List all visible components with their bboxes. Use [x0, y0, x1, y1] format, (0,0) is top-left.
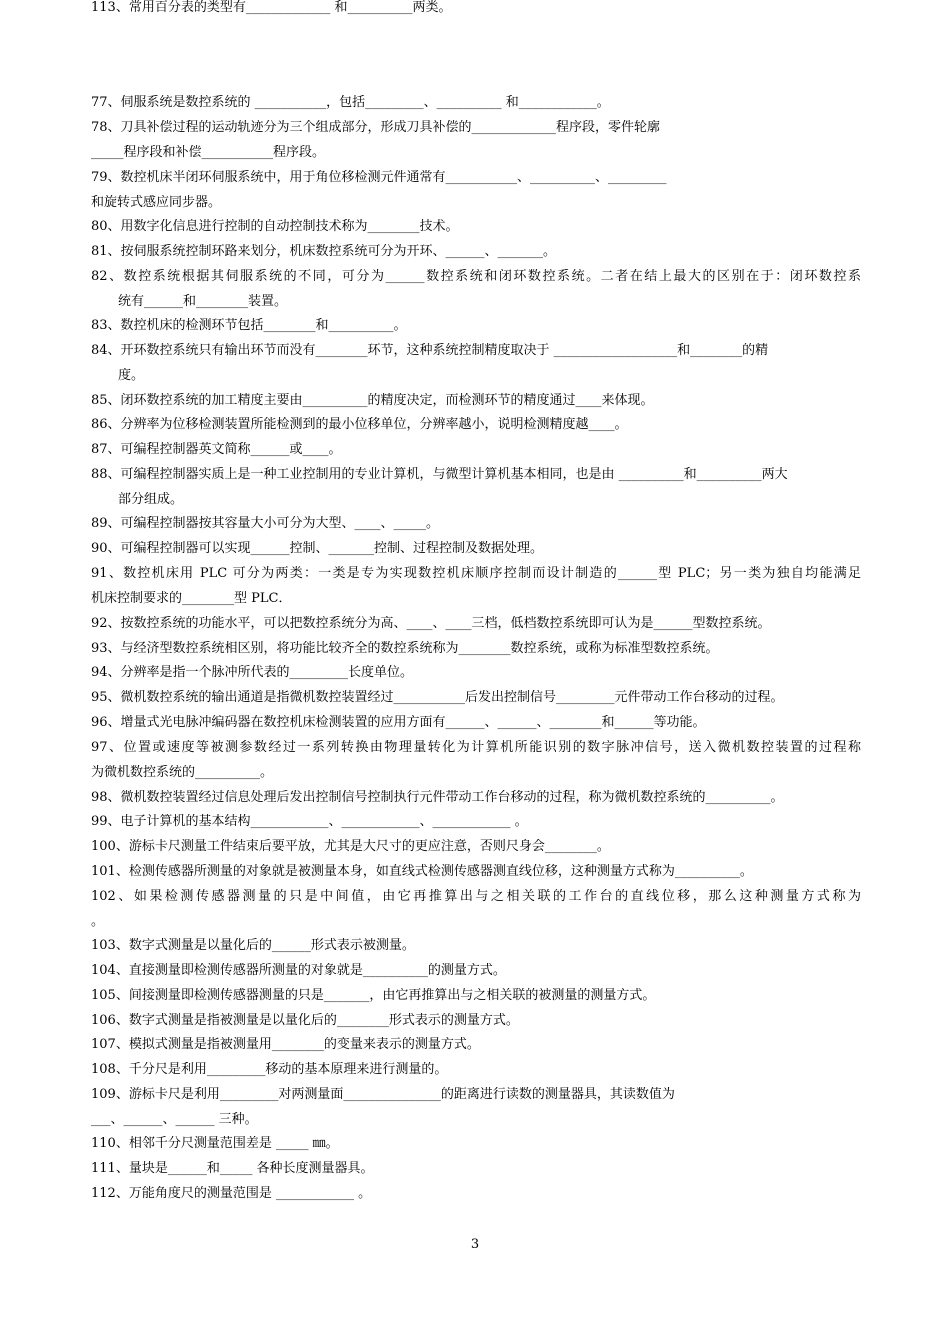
text-line: 82、数控系统根据其伺服系统的不同，可分为______数控系统和闭环数控系统。二者在结上最大的区别在于：闭环数控系: [91, 269, 861, 284]
text-line: 89、可编程控制器按其容量大小可分为大型、____、_____。: [91, 516, 440, 531]
text-line: 78、刀具补偿过程的运动轨迹分为三个组成部分，形成刀具补偿的_____________程序段，零件轮廓: [91, 120, 661, 135]
text-line: 95、微机数控系统的输出通道是指微机数控装置经过___________后发出控制信号_________元件带动工作台移动的过程。: [91, 690, 784, 705]
text-line: 90、可编程控制器可以实现______控制、_______控制、过程控制及数据处理。: [91, 541, 544, 556]
page-number: 3: [470, 1237, 480, 1252]
text-line: 110、相邻千分尺测量范围差是 _____ ㎜。: [91, 1136, 339, 1151]
text-line: 112、万能角度尺的测量范围是 ____________ 。: [91, 1186, 372, 1201]
text-line: 机床控制要求的________型 PLC．: [91, 591, 292, 606]
text-line: ___、______、______ 三种。: [91, 1112, 258, 1127]
text-line: 99、电子计算机的基本结构____________、____________、____________ 。: [91, 814, 528, 829]
text-line: 101、检测传感器所测量的对象就是被测量本身，如直线式检测传感器测直线位移，这种测量方式称为__________。: [91, 864, 753, 879]
text-line: 为微机数控系统的__________。: [91, 765, 274, 780]
text-line: 106、数字式测量是指被测量是以量化后的________形式表示的测量方式。: [91, 1013, 519, 1028]
text-line: 105、间接测量即检测传感器测量的只是_______，由它再推算出与之相关联的被测量的测量方式。: [91, 988, 656, 1003]
text-line: 103、数字式测量是以量化后的______形式表示被测量。: [91, 938, 415, 953]
text-line: 91、数控机床用 PLC 可分为两类：一类是专为实现数控机床顺序控制而设计制造的______型 PLC；另一类为独自均能满足: [91, 566, 861, 581]
text-line: 84、开环数控系统只有输出环节而没有________环节，这种系统控制精度取决于 ___________________和________的精: [91, 343, 769, 358]
text-line: 部分组成。: [118, 492, 184, 507]
text-line: 85、闭环数控系统的加工精度主要由__________的精度决定，而检测环节的精度通过____来体现。: [91, 393, 654, 408]
text-line: 97、位置或速度等被测参数经过一系列转换由物理量转化为计算机所能识别的数字脉冲信号，送入微机数控装置的过程称: [91, 740, 861, 755]
text-line: 96、增量式光电脉冲编码器在数控机床检测装置的应用方面有______、______、________和______等功能。: [91, 715, 706, 730]
text-line: 88、可编程控制器实质上是一种工业控制用的专业计算机，与微型计算机基本相同，也是由 __________和__________两大: [91, 467, 788, 482]
text-line: 102、如果检测传感器测量的只是中间值，由它再推算出与之相关联的工作台的直线位移，那么这种测量方式称为: [91, 889, 861, 904]
text-line: 80、用数字化信息进行控制的自动控制技术称为________技术。: [91, 219, 459, 234]
text-line: 107、模拟式测量是指被测量用________的变量来表示的测量方式。: [91, 1037, 480, 1052]
text-line: 79、数控机床半闭环伺服系统中，用于角位移检测元件通常有___________、__________、_________: [91, 170, 667, 185]
text-line: 113、常用百分表的类型有_____________ 和__________两类。: [91, 0, 452, 15]
text-line: 度。: [118, 368, 145, 383]
text-line: 92、按数控系统的功能水平，可以把数控系统分为高、____、____三档，低档数控系统即可认为是______型数控系统。: [91, 616, 771, 631]
text-line: 109、游标卡尺是利用_________对两测量面_______________的距离进行读数的测量器具，其读数值为: [91, 1087, 675, 1102]
text-line: 83、数控机床的检测环节包括________和__________。: [91, 318, 407, 333]
text-line: 93、与经济型数控系统相区别，将功能比较齐全的数控系统称为________数控系统，或称为标准型数控系统。: [91, 641, 719, 656]
text-line: 108、千分尺是利用_________移动的基本原理来进行测量的。: [91, 1062, 448, 1077]
text-line: 86、分辨率为位移检测装置所能检测到的最小位移单位，分辨率越小，说明检测精度越____。: [91, 417, 628, 432]
text-line: 111、量块是______和_____ 各种长度测量器具。: [91, 1161, 374, 1176]
text-line: 。: [91, 914, 105, 929]
text-line: 统有______和________装置。: [118, 294, 288, 309]
text-line: _____程序段和补偿___________程序段。: [91, 145, 326, 160]
text-line: 94、分辨率是指一个脉冲所代表的_________长度单位。: [91, 665, 414, 680]
text-line: 104、直接测量即检测传感器所测量的对象就是__________的测量方式。: [91, 963, 506, 978]
text-line: 81、按伺服系统控制环路来划分，机床数控系统可分为开环、______、_______。: [91, 244, 557, 259]
text-line: 98、微机数控装置经过信息处理后发出控制信号控制执行元件带动工作台移动的过程，称为微机数控系统的__________。: [91, 790, 784, 805]
text-line: 87、可编程控制器英文简称______或____。: [91, 442, 342, 457]
text-line: 和旋转式感应同步器。: [91, 195, 222, 210]
text-line: 100、游标卡尺测量工件结束后要平放，尤其是大尺寸的更应注意，否则尺身会________。: [91, 839, 610, 854]
text-line: 77、伺服系统是数控系统的 ___________，包括_________、__________ 和____________。: [91, 95, 610, 110]
